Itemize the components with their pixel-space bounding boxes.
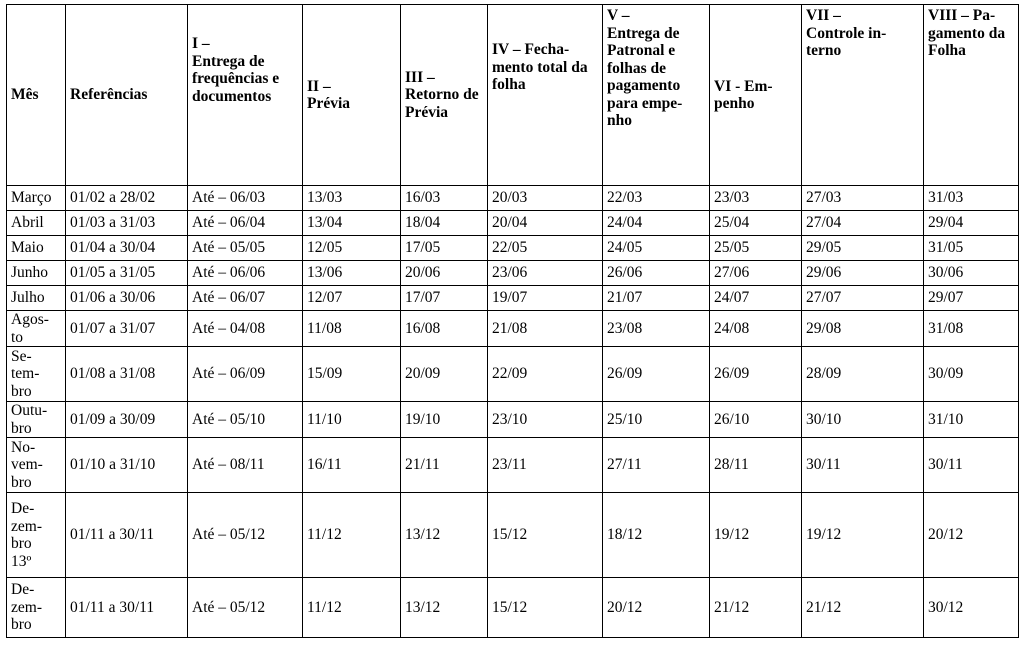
table-cell: 13/06 [303,261,401,286]
table-cell: 29/05 [802,236,924,261]
table-cell: 30/09 [924,347,1019,402]
table-cell: 20/09 [401,347,488,402]
table-cell: 20/12 [603,578,710,638]
table-cell: 16/11 [303,438,401,493]
table-row [7,438,1019,493]
table-cell: 24/08 [710,311,802,347]
month-cell: Maio [7,236,66,261]
table-cell: 26/10 [710,402,802,438]
table-cell: Até – 06/07 [188,286,303,311]
header-mes: Mês [7,5,66,186]
table-cell: 01/04 a 30/04 [66,236,188,261]
header-fechamento: IV – Fecha-mento total da folha [488,5,603,186]
table-cell: 01/02 a 28/02 [66,186,188,211]
month-cell: Março [7,186,66,211]
table-cell: 26/06 [603,261,710,286]
table-row [7,211,1019,236]
header-row [7,5,1019,186]
table-cell: Até – 05/12 [188,578,303,638]
table-cell: 30/11 [924,438,1019,493]
table-cell: 27/07 [802,286,924,311]
table-cell: 17/05 [401,236,488,261]
table-cell: 31/03 [924,186,1019,211]
month-cell: Se- tem- bro [7,347,66,402]
payroll-schedule-table [6,4,1019,638]
table-cell: 11/10 [303,402,401,438]
table-cell: 29/08 [802,311,924,347]
table-cell: 27/03 [802,186,924,211]
table-cell: 26/09 [603,347,710,402]
table-cell: 29/07 [924,286,1019,311]
table-row [7,311,1019,347]
month-cell: De- zem- bro 13º [7,493,66,578]
header-previa: II – Prévia [303,5,401,186]
table-cell: 01/05 a 31/05 [66,261,188,286]
table-cell: 01/09 a 30/09 [66,402,188,438]
table-row [7,402,1019,438]
table-cell: 18/04 [401,211,488,236]
table-row [7,236,1019,261]
table-cell: 30/11 [802,438,924,493]
table-cell: 13/12 [401,578,488,638]
table-cell: 13/12 [401,493,488,578]
month-cell: De- zem- bro [7,578,66,638]
table-cell: 19/07 [488,286,603,311]
table-cell: 28/11 [710,438,802,493]
table-row [7,286,1019,311]
table-cell: 01/11 a 30/11 [66,578,188,638]
table-cell: 31/10 [924,402,1019,438]
table-cell: 22/03 [603,186,710,211]
table-cell: 16/08 [401,311,488,347]
table-cell: 24/04 [603,211,710,236]
table-cell: 21/12 [802,578,924,638]
month-cell: Agos- to [7,311,66,347]
table-cell: Até – 06/09 [188,347,303,402]
table-cell: 01/08 a 31/08 [66,347,188,402]
table-cell: 11/08 [303,311,401,347]
header-entrega-frequencias: I – Entrega de frequências e documentos [188,5,303,186]
table-cell: Até – 06/04 [188,211,303,236]
table-cell: 21/08 [488,311,603,347]
table-cell: Até – 05/05 [188,236,303,261]
table-cell: Até – 05/12 [188,493,303,578]
table-cell: 12/07 [303,286,401,311]
table-cell: Até – 06/06 [188,261,303,286]
table-cell: Até – 04/08 [188,311,303,347]
table-cell: 21/11 [401,438,488,493]
month-cell: Julho [7,286,66,311]
table-cell: 24/07 [710,286,802,311]
table-cell: 27/04 [802,211,924,236]
table-cell: Até – 08/11 [188,438,303,493]
table-cell: 01/06 a 30/06 [66,286,188,311]
table-cell: 18/12 [603,493,710,578]
table-cell: 26/09 [710,347,802,402]
table-cell: 25/05 [710,236,802,261]
month-cell: Junho [7,261,66,286]
month-cell: Outu- bro [7,402,66,438]
table-cell: 19/10 [401,402,488,438]
table-cell: 21/12 [710,578,802,638]
table-cell: 28/09 [802,347,924,402]
table-row [7,578,1019,638]
table-cell: 23/03 [710,186,802,211]
table-cell: 27/06 [710,261,802,286]
header-empenho: VI - Em-penho [710,5,802,186]
table-cell: 21/07 [603,286,710,311]
table-cell: 15/12 [488,578,603,638]
header-referencias: Referências [66,5,188,186]
table-cell: Até – 05/10 [188,402,303,438]
table-cell: 22/09 [488,347,603,402]
table-cell: 19/12 [710,493,802,578]
table-cell: 13/04 [303,211,401,236]
table-cell: 20/04 [488,211,603,236]
table-cell: 13/03 [303,186,401,211]
table-cell: 29/04 [924,211,1019,236]
table-cell: 30/12 [924,578,1019,638]
table-cell: 12/05 [303,236,401,261]
table-cell: 31/08 [924,311,1019,347]
table-cell: 20/03 [488,186,603,211]
table-cell: 23/06 [488,261,603,286]
month-cell: No- vem- bro [7,438,66,493]
table-cell: 15/09 [303,347,401,402]
table-row [7,261,1019,286]
header-controle-interno: VII – Controle in-terno [802,5,924,186]
table-cell: 16/03 [401,186,488,211]
table-cell: 30/06 [924,261,1019,286]
table-cell: 01/07 a 31/07 [66,311,188,347]
month-cell: Abril [7,211,66,236]
table-cell: 17/07 [401,286,488,311]
table-cell: 23/08 [603,311,710,347]
table-cell: 24/05 [603,236,710,261]
table-cell: 01/11 a 30/11 [66,493,188,578]
table-cell: 23/10 [488,402,603,438]
table-cell: 22/05 [488,236,603,261]
table-cell: 29/06 [802,261,924,286]
table-cell: 23/11 [488,438,603,493]
header-retorno-previa: III – Retorno de Prévia [401,5,488,186]
table-cell: 27/11 [603,438,710,493]
table-cell: 25/04 [710,211,802,236]
header-entrega-patronal: V – Entrega de Patronal e folhas de pagamento para empe-nho [603,5,710,186]
table-cell: 19/12 [802,493,924,578]
table-cell: 20/12 [924,493,1019,578]
table-cell: 15/12 [488,493,603,578]
table-cell: 30/10 [802,402,924,438]
table-row [7,493,1019,578]
table-cell: 20/06 [401,261,488,286]
table-row [7,186,1019,211]
table-cell: 11/12 [303,493,401,578]
table-cell: 25/10 [603,402,710,438]
table-cell: 31/05 [924,236,1019,261]
table-cell: 01/03 a 31/03 [66,211,188,236]
table-cell: 01/10 a 31/10 [66,438,188,493]
table-row [7,347,1019,402]
table-cell: 11/12 [303,578,401,638]
header-pagamento-folha: VIII – Pa-gamento da Folha [924,5,1019,186]
table-cell: Até – 06/03 [188,186,303,211]
